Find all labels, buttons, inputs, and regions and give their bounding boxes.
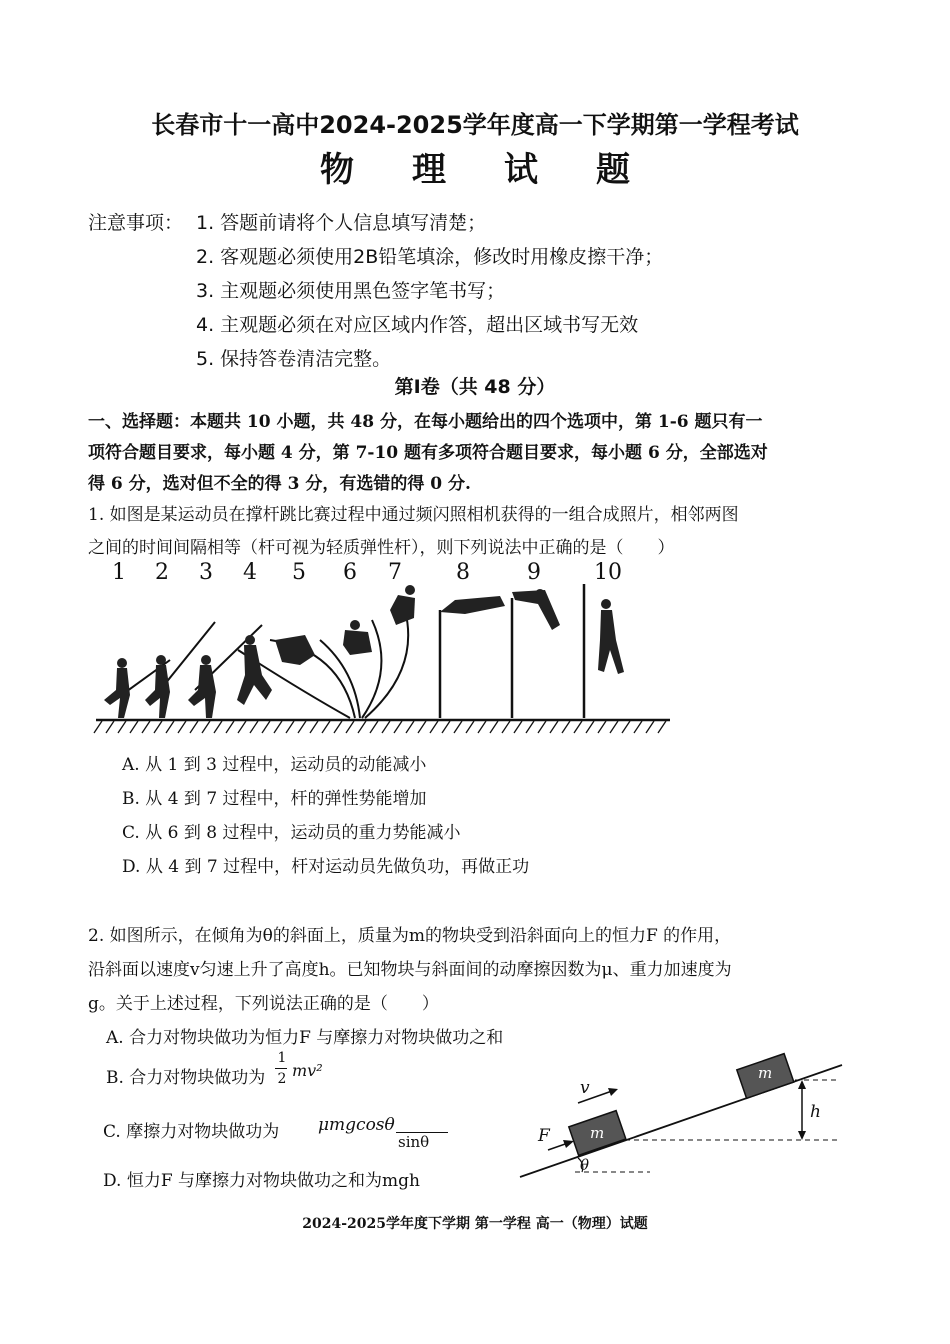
q2-option-a: A. 合力对物块做功为恒力F 与摩擦力对物块做功之和 [106, 1028, 504, 1048]
notes-item: 3. 主观题必须使用黑色签字笔书写； [196, 280, 506, 302]
q2-option-b-prefix: B. 合力对物块做功为 [106, 1068, 266, 1088]
fraction-denominator: 2 [277, 1071, 287, 1087]
q2-option-c-prefix: C. 摩擦力对物块做功为 [103, 1122, 280, 1142]
q2-stem: g。关于上述过程，下列说法正确的是（ ） [88, 994, 439, 1014]
page-footer: 2024-2025学年度下学期 第一学程 高一（物理）试题 [302, 1216, 648, 1232]
angle-label: θ [580, 1156, 590, 1174]
option-c-expression: μmgcosθ [318, 1115, 395, 1135]
fraction-denominator: sinθ [398, 1133, 430, 1151]
notes-item: 4. 主观题必须在对应区域内作答，超出区域书写无效 [196, 314, 639, 336]
q1-option-d: D. 从 4 到 7 过程中，杆对运动员先做负功，再做正功 [122, 857, 530, 877]
frame-number: 2 [155, 560, 169, 585]
frame-number: 4 [243, 560, 257, 585]
frame-number: 3 [199, 560, 213, 585]
subject-title: 物理试题 [320, 150, 688, 190]
frame-number: 10 [594, 560, 622, 585]
notes-label: 注意事项： [88, 212, 184, 234]
mass-label-high: m [758, 1064, 773, 1082]
frame-number: 1 [112, 560, 126, 585]
velocity-label: v [580, 1078, 590, 1098]
q1-option-a: A. 从 1 到 3 过程中，运动员的动能减小 [122, 755, 427, 775]
q1-stem: 之间的时间间隔相等（杆可视为轻质弹性杆），则下列说法中正确的是（ ） [88, 538, 675, 558]
section-instructions: 得 6 分，选对但不全的得 3 分，有选错的得 0 分. [88, 474, 471, 494]
section-instructions: 一、选择题：本题共 10 小题，共 48 分，在每小题给出的四个选项中，第 1-6 题只有一 [88, 412, 763, 432]
frame-number: 6 [343, 560, 357, 585]
q2-stem: 2. 如图所示，在倾角为θ的斜面上，质量为m的物块受到沿斜面向上的恒力F 的作用， [88, 926, 732, 946]
notes-item: 5. 保持答卷清洁完整。 [196, 348, 392, 370]
frame-number: 7 [388, 560, 402, 585]
section-title: 第Ⅰ卷（共 48 分） [394, 376, 556, 398]
frame-number: 8 [456, 560, 470, 585]
force-label: F [538, 1126, 550, 1146]
q2-stem: 沿斜面以速度v匀速上升了高度h。已知物块与斜面间的动摩擦因数为μ、重力加速度为 [88, 960, 732, 980]
mass-label-low: m [590, 1124, 605, 1142]
section-instructions: 项符合题目要求，每小题 4 分，第 7-10 题有多项符合题目要求，每小题 6 分，全部选对 [88, 443, 768, 463]
q1-stem: 1. 如图是某运动员在撑杆跳比赛过程中通过频闪照相机获得的一组合成照片，相邻两图 [88, 505, 739, 525]
frame-number: 5 [292, 560, 306, 585]
frame-number: 9 [527, 560, 541, 585]
q2-option-d: D. 恒力F 与摩擦力对物块做功之和为mgh [103, 1171, 420, 1191]
height-label: h [810, 1102, 821, 1122]
fraction-numerator: 1 [277, 1050, 287, 1066]
q1-option-c: C. 从 6 到 8 过程中，运动员的重力势能减小 [122, 823, 461, 843]
option-b-expression: mv² [292, 1061, 323, 1080]
notes-item: 2. 客观题必须使用2B铅笔填涂，修改时用橡皮擦干净； [196, 246, 664, 268]
q1-option-b: B. 从 4 到 7 过程中，杆的弹性势能增加 [122, 789, 427, 809]
exam-title: 长春市十一高中2024-2025学年度高一下学期第一学程考试 [151, 111, 799, 139]
notes-item: 1. 答题前请将个人信息填写清楚； [196, 212, 487, 234]
